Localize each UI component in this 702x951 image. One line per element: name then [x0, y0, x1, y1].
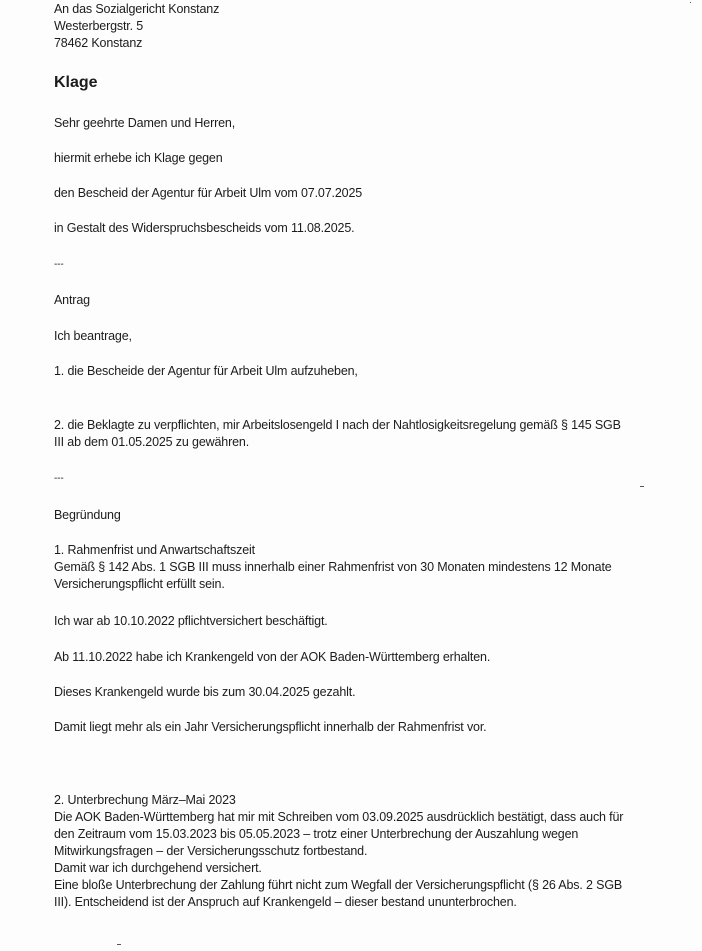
- section-2: [54, 792, 623, 911]
- section-2-text-line: Eine bloße Unterbrechung der Zahlung führt nicht zum Wegfall der Versicherungspflicht (§ 26 Abs. 2 SGB: [54, 878, 623, 892]
- section-2-text-line: III). Entscheidend ist der Anspruch auf Krankengeld – dieser bestand ununterbrochen.: [54, 895, 517, 909]
- motion-item-1: 1. die Bescheide der Agentur für Arbeit Ulm aufzuheben,: [54, 364, 358, 378]
- document-title: Klage: [54, 74, 98, 91]
- separator: ---: [54, 259, 64, 270]
- reasons-heading: Begründung: [54, 508, 121, 522]
- address-line-city: 78462 Konstanz: [54, 36, 143, 50]
- section-1-employment: Ich war ab 10.10.2022 pflichtversichert beschäftigt.: [54, 614, 328, 628]
- section-2-heading: 2. Unterbrechung März–Mai 2023: [54, 793, 236, 807]
- section-2-text-line: Die AOK Baden-Württemberg hat mir mit Schreiben vom 03.09.2025 ausdrücklich bestätigt, dass auch für: [54, 810, 624, 824]
- section-1-conclusion: Damit liegt mehr als ein Jahr Versicherungspflicht innerhalb der Rahmenfrist vor.: [54, 720, 487, 734]
- separator: ---: [54, 473, 64, 484]
- address-line-court: An das Sozialgericht Konstanz: [54, 2, 220, 16]
- contested-decision: den Bescheid der Agentur für Arbeit Ulm vom 07.07.2025: [54, 186, 363, 200]
- section-1: [54, 542, 612, 593]
- scan-speck: [690, 2, 691, 3]
- section-1-text-line: Gemäß § 142 Abs. 1 SGB III muss innerhalb einer Rahmenfrist von 30 Monaten mindestens 12 Monate: [54, 560, 612, 574]
- intro-sentence: hiermit erhebe ich Klage gegen: [54, 151, 223, 165]
- motion-item-2-line: 2. die Beklagte zu verpflichten, mir Arbeitslosengeld I nach der Nahtlosigkeitsregelung gemäß § 145 SGB: [54, 418, 621, 432]
- motion-item-2-line: III ab dem 01.05.2025 zu gewähren.: [54, 435, 250, 449]
- recipient-address: [54, 1, 219, 52]
- motion-item-2: [54, 417, 621, 451]
- section-1-heading: 1. Rahmenfrist und Anwartschaftszeit: [54, 543, 255, 557]
- address-line-street: Westerbergstr. 5: [54, 19, 144, 33]
- salutation: Sehr geehrte Damen und Herren,: [54, 116, 236, 130]
- section-1-sick-pay-end: Dieses Krankengeld wurde bis zum 30.04.2025 gezahlt.: [54, 685, 356, 699]
- section-2-text-line: Mitwirkungsfragen – der Versicherungsschutz fortbestand.: [54, 844, 368, 858]
- section-2-text-line: den Zeitraum vom 15.03.2023 bis 05.05.2023 – trotz einer Unterbrechung der Auszahlung wegen: [54, 827, 579, 841]
- motion-heading: Antrag: [54, 293, 90, 307]
- scan-speck: [117, 944, 121, 945]
- objection-decision: in Gestalt des Widerspruchsbescheids vom 11.08.2025.: [54, 221, 355, 235]
- section-1-sick-pay: Ab 11.10.2022 habe ich Krankengeld von der AOK Baden-Württemberg erhalten.: [54, 650, 491, 664]
- section-1-text-line: Versicherungspflicht erfüllt sein.: [54, 577, 225, 591]
- section-2-text-line: Damit war ich durchgehend versichert.: [54, 861, 262, 875]
- scan-speck: [640, 486, 644, 487]
- motion-intro: Ich beantrage,: [54, 329, 132, 343]
